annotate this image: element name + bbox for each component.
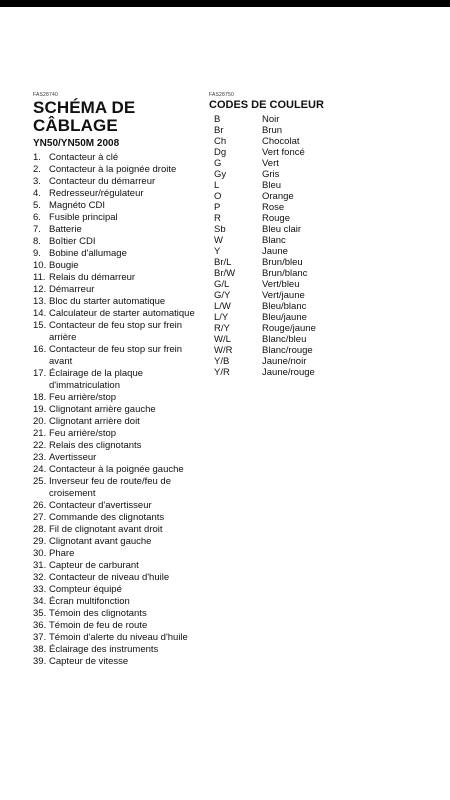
item-text: Contacteur du démarreur — [49, 176, 156, 187]
item-number: 36. — [33, 620, 47, 631]
item-number: 19. — [33, 404, 47, 415]
list-item — [33, 452, 203, 464]
item-text: Éclairage des instruments — [49, 644, 159, 655]
color-row — [209, 213, 439, 224]
item-text: Bobine d'allumage — [49, 248, 127, 259]
color-abbr: Y/R — [214, 367, 230, 378]
item-number: 22. — [33, 440, 47, 451]
color-name: Brun — [262, 125, 283, 136]
color-abbr: Y — [214, 246, 221, 257]
item-number: 25. — [33, 476, 47, 487]
list-item — [33, 260, 203, 272]
color-row — [209, 367, 439, 378]
item-number: 24. — [33, 464, 47, 475]
color-row — [209, 356, 439, 367]
color-row — [209, 180, 439, 191]
color-abbr: Y/B — [214, 356, 230, 367]
color-abbr: W/L — [214, 334, 231, 345]
list-item — [33, 392, 203, 404]
item-text: Contacteur d'avertisseur — [49, 500, 152, 511]
color-name: Rouge — [262, 213, 290, 224]
color-row — [209, 334, 439, 345]
item-text: Fil de clignotant avant droit — [49, 524, 163, 535]
item-number: 31. — [33, 560, 47, 571]
item-text: Feu arrière/stop — [49, 392, 117, 403]
color-codes-section — [209, 92, 439, 378]
color-row — [209, 290, 439, 301]
color-row — [209, 158, 439, 169]
color-name: Vert/bleu — [262, 279, 300, 290]
color-row — [209, 169, 439, 180]
color-abbr: Br/L — [214, 257, 232, 268]
list-item — [33, 212, 203, 224]
list-item — [33, 152, 203, 164]
list-item — [33, 644, 203, 656]
color-name: Jaune/noir — [262, 356, 307, 367]
list-item — [33, 500, 203, 512]
list-item — [33, 224, 203, 236]
wiring-component-list — [33, 152, 203, 668]
color-abbr: G/Y — [214, 290, 231, 301]
item-number: 27. — [33, 512, 47, 523]
item-text: Fusible principal — [49, 212, 118, 223]
list-item — [33, 656, 203, 668]
color-name: Jaune/rouge — [262, 367, 315, 378]
item-number: 3. — [33, 176, 41, 187]
item-text: Clignotant arrière gauche — [49, 404, 156, 415]
color-abbr: Br/W — [214, 268, 236, 279]
item-text: Bougie — [49, 260, 79, 271]
list-item — [33, 164, 203, 176]
section-code: FAS28740 — [33, 92, 58, 98]
item-text: Éclairage de la plaque d'immatriculation — [49, 368, 144, 391]
color-row — [209, 312, 439, 323]
color-name: Vert — [262, 158, 279, 169]
list-item — [33, 248, 203, 260]
list-item — [33, 632, 203, 644]
color-abbr: W — [214, 235, 223, 246]
item-number: 1. — [33, 152, 41, 163]
item-number: 6. — [33, 212, 41, 223]
color-name: Blanc — [262, 235, 286, 246]
list-item — [33, 272, 203, 284]
item-number: 37. — [33, 632, 47, 643]
color-abbr: Gy — [214, 169, 227, 180]
item-text: Inverseur feu de route/feu de croisement — [49, 476, 171, 499]
item-number: 7. — [33, 224, 41, 235]
color-abbr: L/Y — [214, 312, 229, 323]
list-item — [33, 440, 203, 452]
list-item — [33, 176, 203, 188]
item-text: Feu arrière/stop — [49, 428, 117, 439]
item-number: 39. — [33, 656, 47, 667]
color-row — [209, 147, 439, 158]
color-abbr: P — [214, 202, 221, 213]
section-code: FAS28750 — [209, 92, 234, 98]
color-name: Blanc/bleu — [262, 334, 307, 345]
list-item — [33, 584, 203, 596]
color-name: Bleu — [262, 180, 282, 191]
item-text: Redresseur/régulateur — [49, 188, 144, 199]
list-item — [33, 524, 203, 536]
color-row — [209, 235, 439, 246]
model-subtitle: YN50/YN50M 2008 — [33, 138, 120, 149]
item-number: 18. — [33, 392, 47, 403]
color-abbr: G — [214, 158, 222, 169]
color-abbr: L/W — [214, 301, 231, 312]
color-name: Chocolat — [262, 136, 300, 147]
color-row — [209, 202, 439, 213]
item-text: Contacteur de feu stop sur frein avant — [49, 344, 183, 367]
color-abbr: R/Y — [214, 323, 230, 334]
color-abbr: Ch — [214, 136, 227, 147]
top-status-bar — [0, 0, 450, 7]
color-abbr: L — [214, 180, 220, 191]
color-abbr: B — [214, 114, 221, 125]
item-text: Capteur de vitesse — [49, 656, 129, 667]
section-title: CODES DE COULEUR — [209, 99, 324, 111]
color-row — [209, 125, 439, 136]
section-title-line-1: SCHÉMA DE — [33, 98, 136, 117]
item-number: 13. — [33, 296, 47, 307]
item-number: 8. — [33, 236, 41, 247]
list-item — [33, 560, 203, 572]
section-title-line-2: CÂBLAGE — [33, 116, 118, 135]
list-item — [33, 200, 203, 212]
item-text: Bloc du starter automatique — [49, 296, 166, 307]
color-name: Bleu/blanc — [262, 301, 307, 312]
color-name: Vert foncé — [262, 147, 305, 158]
color-name: Rose — [262, 202, 285, 213]
item-text: Commande des clignotants — [49, 512, 165, 523]
item-number: 10. — [33, 260, 47, 271]
item-text: Contacteur à la poignée gauche — [49, 464, 184, 475]
item-number: 30. — [33, 548, 47, 559]
color-name: Blanc/rouge — [262, 345, 313, 356]
item-text: Témoin des clignotants — [49, 608, 147, 619]
item-number: 33. — [33, 584, 47, 595]
item-number: 15. — [33, 320, 47, 331]
item-text: Contacteur de feu stop sur frein arrière — [49, 320, 183, 343]
color-abbr: Dg — [214, 147, 227, 158]
list-item — [33, 428, 203, 440]
color-row — [209, 136, 439, 147]
color-abbr: R — [214, 213, 221, 224]
list-item — [33, 464, 203, 476]
color-row — [209, 345, 439, 356]
item-text: Clignotant arrière doit — [49, 416, 140, 427]
color-abbr: Br — [214, 125, 224, 136]
color-name: Orange — [262, 191, 294, 202]
item-text: Contacteur de niveau d'huile — [49, 572, 170, 583]
list-item — [33, 608, 203, 620]
color-name: Noir — [262, 114, 280, 125]
item-text: Relais des clignotants — [49, 440, 142, 451]
list-item — [33, 320, 203, 344]
item-number: 2. — [33, 164, 41, 175]
color-row — [209, 246, 439, 257]
color-row — [209, 114, 439, 125]
color-name: Rouge/jaune — [262, 323, 316, 334]
section-title — [33, 99, 203, 135]
color-abbr: W/R — [214, 345, 233, 356]
item-number: 4. — [33, 188, 41, 199]
item-text: Démarreur — [49, 284, 95, 295]
item-number: 12. — [33, 284, 47, 295]
item-number: 20. — [33, 416, 47, 427]
item-number: 38. — [33, 644, 47, 655]
item-text: Phare — [49, 548, 75, 559]
list-item — [33, 596, 203, 608]
color-abbr: G/L — [214, 279, 230, 290]
color-row — [209, 191, 439, 202]
list-item — [33, 476, 203, 500]
item-number: 17. — [33, 368, 47, 379]
color-name: Vert/jaune — [262, 290, 305, 301]
list-item — [33, 620, 203, 632]
item-text: Clignotant avant gauche — [49, 536, 152, 547]
item-number: 26. — [33, 500, 47, 511]
color-row — [209, 268, 439, 279]
color-name: Brun/bleu — [262, 257, 303, 268]
color-code-list — [209, 114, 439, 378]
color-abbr: O — [214, 191, 222, 202]
item-number: 29. — [33, 536, 47, 547]
item-text: Témoin d'alerte du niveau d'huile — [49, 632, 188, 643]
item-number: 32. — [33, 572, 47, 583]
list-item — [33, 536, 203, 548]
item-number: 9. — [33, 248, 41, 259]
color-row — [209, 301, 439, 312]
item-text: Boîtier CDI — [49, 236, 96, 247]
color-name: Bleu clair — [262, 224, 302, 235]
list-item — [33, 344, 203, 368]
color-name: Bleu/jaune — [262, 312, 307, 323]
item-text: Contacteur à clé — [49, 152, 119, 163]
item-text: Calculateur de starter automatique — [49, 308, 195, 319]
list-item — [33, 308, 203, 320]
color-abbr: Sb — [214, 224, 226, 235]
color-name: Jaune — [262, 246, 288, 257]
item-text: Écran multifonction — [49, 596, 130, 607]
color-name: Brun/blanc — [262, 268, 308, 279]
item-text: Contacteur à la poignée droite — [49, 164, 177, 175]
color-row — [209, 279, 439, 290]
list-item — [33, 284, 203, 296]
item-text: Magnéto CDI — [49, 200, 105, 211]
item-text: Relais du démarreur — [49, 272, 136, 283]
item-text: Compteur équipé — [49, 584, 122, 595]
item-number: 34. — [33, 596, 47, 607]
item-text: Capteur de carburant — [49, 560, 139, 571]
list-item — [33, 548, 203, 560]
item-number: 35. — [33, 608, 47, 619]
item-number: 16. — [33, 344, 47, 355]
item-text: Batterie — [49, 224, 82, 235]
color-row — [209, 323, 439, 334]
list-item — [33, 188, 203, 200]
color-name: Gris — [262, 169, 280, 180]
color-row — [209, 224, 439, 235]
list-item — [33, 236, 203, 248]
list-item — [33, 416, 203, 428]
list-item — [33, 368, 203, 392]
wiring-diagram-section — [33, 92, 203, 668]
item-number: 11. — [33, 272, 46, 283]
item-number: 5. — [33, 200, 41, 211]
item-number: 28. — [33, 524, 47, 535]
list-item — [33, 296, 203, 308]
item-number: 23. — [33, 452, 47, 463]
list-item — [33, 572, 203, 584]
list-item — [33, 512, 203, 524]
item-number: 21. — [33, 428, 47, 439]
item-number: 14. — [33, 308, 47, 319]
item-text: Témoin de feu de route — [49, 620, 148, 631]
color-row — [209, 257, 439, 268]
item-text: Avertisseur — [49, 452, 97, 463]
list-item — [33, 404, 203, 416]
